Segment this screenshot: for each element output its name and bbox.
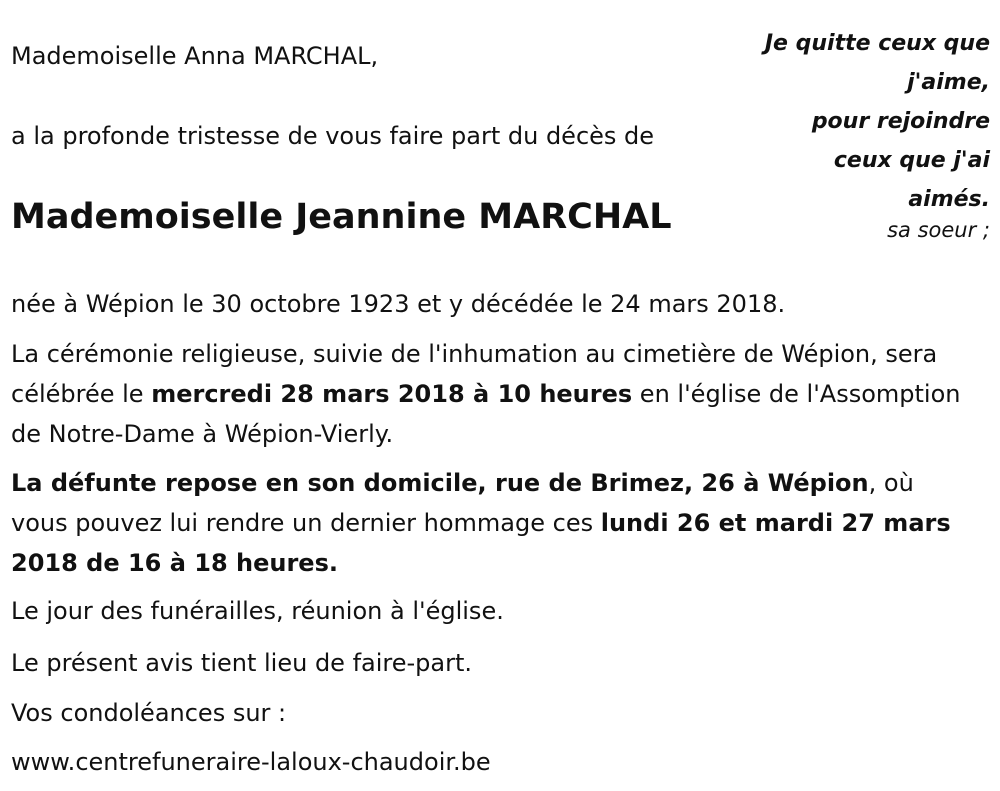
notice-line: Le présent avis tient lieu de faire-part. — [11, 649, 473, 677]
quote-line-4: ceux que j'ai — [833, 148, 990, 173]
condolences-label: Vos condoléances sur : — [11, 699, 287, 727]
ceremony-text-after: en l'église de l'Assomption de Notre-Dame à Wépion-Vierly. — [11, 380, 961, 448]
ceremony-paragraph — [11, 334, 971, 454]
website-link[interactable]: www.centrefuneraire-laloux-chaudoir.be — [11, 748, 491, 776]
intro-line: Mademoiselle Anna MARCHAL, — [11, 42, 379, 70]
quote-line-2: j'aime, — [907, 70, 990, 95]
visitation-dates: lundi 26 et mardi 27 mars 2018 de 16 à 18 heures. — [11, 509, 951, 577]
quote-line-1: Je quitte ceux que — [764, 31, 990, 56]
visitation-paragraph — [11, 463, 971, 583]
deceased-name: Mademoiselle Jeannine MARCHAL — [11, 197, 672, 237]
visitation-location: La défunte repose en son domicile, rue de Brimez, 26 à Wépion — [11, 469, 869, 497]
funeral-day-line: Le jour des funérailles, réunion à l'église. — [11, 597, 504, 625]
visitation-text: , où vous pouvez lui rendre un dernier hommage ces — [11, 469, 914, 537]
ceremony-date: mercredi 28 mars 2018 à 10 heures — [151, 380, 633, 408]
ceremony-text-before: La cérémonie religieuse, suivie de l'inhumation au cimetière de Wépion, sera célébrée le — [11, 340, 938, 408]
quote-line-3: pour rejoindre — [811, 109, 990, 134]
announcement-line: a la profonde tristesse de vous faire part du décès de — [11, 122, 655, 150]
quote-signature: sa soeur ; — [887, 218, 990, 242]
birth-death-line: née à Wépion le 30 octobre 1923 et y décédée le 24 mars 2018. — [11, 290, 786, 318]
quote-line-5: aimés. — [908, 187, 990, 212]
